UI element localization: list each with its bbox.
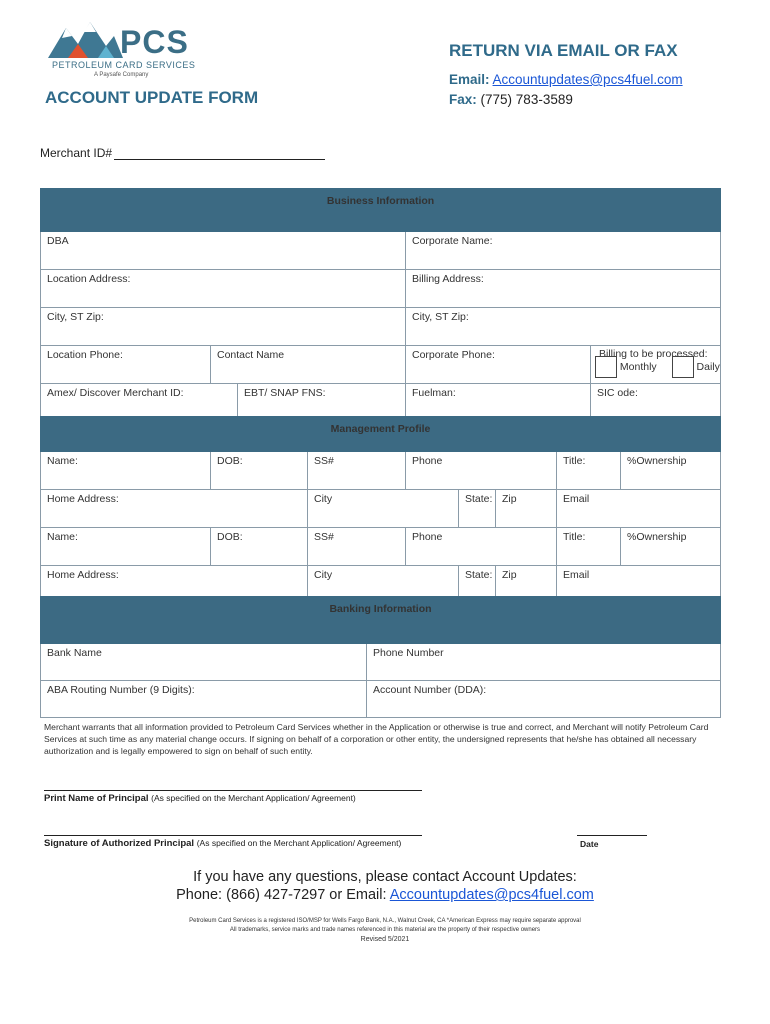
questions-text: If you have any questions, please contact Account Updates: bbox=[193, 869, 577, 885]
logo-full-name: PETROLEUM CARD SERVICES bbox=[52, 60, 196, 70]
fax-label: Fax: bbox=[449, 92, 477, 107]
email-link[interactable]: Accountupdates@pcs4fuel.com bbox=[492, 72, 683, 87]
banking-info-header: Banking Information bbox=[41, 597, 721, 644]
logo-tagline: A Paysafe Company bbox=[94, 72, 149, 78]
mountain-logo-icon bbox=[48, 18, 123, 58]
footer-email-link[interactable]: Accountupdates@pcs4fuel.com bbox=[389, 887, 594, 903]
corporate-phone-field[interactable]: Corporate Phone: bbox=[406, 346, 591, 384]
fuelman-field[interactable]: Fuelman: bbox=[406, 384, 591, 422]
return-email bbox=[449, 72, 683, 87]
print-name-line[interactable] bbox=[44, 790, 422, 791]
return-fax bbox=[449, 92, 573, 107]
manager-1-ownership-field[interactable]: %Ownership bbox=[621, 452, 721, 490]
company-logo bbox=[48, 18, 208, 84]
warranty-text: Merchant warrants that all information provided to Petroleum Card Services whether in the Application or otherwise is true and correct, and Merchant will notify Petroleum Card Services at such time as any material change occurs. If signing on behalf of a corporation or other entity, the undersigned represents that he/she has obtained all necessary authorization and is legally empowered to sign on behalf of such entity. bbox=[44, 722, 709, 756]
manager-2-dob-field[interactable]: DOB: bbox=[211, 528, 308, 566]
fax-number: (775) 783-3589 bbox=[480, 92, 573, 107]
manager-1-email-field[interactable]: Email bbox=[557, 490, 721, 528]
manager-1-dob-field[interactable]: DOB: bbox=[211, 452, 308, 490]
manager-2-ownership-field[interactable]: %Ownership bbox=[621, 528, 721, 566]
business-info-table bbox=[40, 188, 721, 422]
manager-2-email-field[interactable]: Email bbox=[557, 566, 721, 604]
manager-2-ss-field[interactable]: SS# bbox=[308, 528, 406, 566]
email-label: Email: bbox=[449, 72, 490, 87]
aba-routing-field[interactable]: ABA Routing Number (9 Digits): bbox=[41, 681, 367, 718]
merchant-id-field[interactable] bbox=[114, 159, 325, 160]
date-line[interactable] bbox=[577, 835, 647, 836]
logo-name: PCS bbox=[120, 24, 189, 60]
bank-name-field[interactable]: Bank Name bbox=[41, 644, 367, 681]
contact-name-field[interactable]: Contact Name bbox=[211, 346, 406, 384]
manager-1-state-field[interactable]: State: bbox=[459, 490, 496, 528]
ebt-snap-field[interactable]: EBT/ SNAP FNS: bbox=[238, 384, 406, 422]
manager-1-zip-field[interactable]: Zip bbox=[496, 490, 557, 528]
monthly-checkbox[interactable] bbox=[595, 356, 617, 378]
dba-field[interactable]: DBA bbox=[41, 232, 406, 270]
billing-frequency-field bbox=[591, 346, 721, 384]
banking-info-table bbox=[40, 596, 721, 718]
corporate-name-field[interactable]: Corporate Name: bbox=[406, 232, 721, 270]
manager-1-ss-field[interactable]: SS# bbox=[308, 452, 406, 490]
sic-code-field[interactable]: SIC ode: bbox=[591, 384, 721, 422]
city-state-zip-field-1[interactable]: City, ST Zip: bbox=[41, 308, 406, 346]
daily-checkbox[interactable] bbox=[672, 356, 694, 378]
manager-2-home-address-field[interactable]: Home Address: bbox=[41, 566, 308, 604]
contact-phone: Phone: (866) 427-7297 or Email: bbox=[176, 887, 390, 903]
manager-1-phone-field[interactable]: Phone bbox=[406, 452, 557, 490]
page-title: ACCOUNT UPDATE FORM bbox=[45, 88, 259, 107]
monthly-label: Monthly bbox=[619, 360, 657, 373]
legal-text-1: Petroleum Card Services is a registered ISO/MSP for Wells Fargo Bank, N.A., Walnut Creek, CA *American Express may require separate approval bbox=[189, 918, 581, 924]
management-profile-header: Management Profile bbox=[41, 417, 721, 452]
date-label: Date bbox=[580, 839, 599, 849]
daily-label: Daily bbox=[696, 360, 720, 373]
business-info-header: Business Information bbox=[41, 189, 721, 232]
revised-date: Revised 5/2021 bbox=[360, 936, 410, 943]
signature-line[interactable] bbox=[44, 835, 422, 836]
bank-phone-field[interactable]: Phone Number bbox=[367, 644, 721, 681]
manager-2-state-field[interactable]: State: bbox=[459, 566, 496, 604]
signature-label: Signature of Authorized Principal (As specified on the Merchant Application/ Agreement) bbox=[44, 838, 402, 849]
legal-text-2: All trademarks, service marks and trade names referenced in this material are the property of their respective owners bbox=[229, 927, 541, 933]
management-profile-table bbox=[40, 416, 721, 604]
manager-2-name-field[interactable]: Name: bbox=[41, 528, 211, 566]
account-number-field[interactable]: Account Number (DDA): bbox=[367, 681, 721, 718]
print-name-label: Print Name of Principal (As specified on the Merchant Application/ Agreement) bbox=[44, 793, 356, 804]
manager-2-city-field[interactable]: City bbox=[308, 566, 459, 604]
billing-frequency-label: Billing to be processed: bbox=[599, 348, 708, 360]
manager-1-city-field[interactable]: City bbox=[308, 490, 459, 528]
manager-1-name-field[interactable]: Name: bbox=[41, 452, 211, 490]
location-address-field[interactable]: Location Address: bbox=[41, 270, 406, 308]
manager-2-zip-field[interactable]: Zip bbox=[496, 566, 557, 604]
manager-1-home-address-field[interactable]: Home Address: bbox=[41, 490, 308, 528]
billing-address-field[interactable]: Billing Address: bbox=[406, 270, 721, 308]
location-phone-field[interactable]: Location Phone: bbox=[41, 346, 211, 384]
manager-2-phone-field[interactable]: Phone bbox=[406, 528, 557, 566]
manager-2-title-field[interactable]: Title: bbox=[557, 528, 621, 566]
contact-line bbox=[0, 887, 770, 903]
merchant-id-label: Merchant ID# bbox=[40, 146, 113, 160]
city-state-zip-field-2[interactable]: City, ST Zip: bbox=[406, 308, 721, 346]
amex-merchant-id-field[interactable]: Amex/ Discover Merchant ID: bbox=[41, 384, 238, 422]
return-title: RETURN VIA EMAIL OR FAX bbox=[449, 41, 678, 60]
manager-1-title-field[interactable]: Title: bbox=[557, 452, 621, 490]
